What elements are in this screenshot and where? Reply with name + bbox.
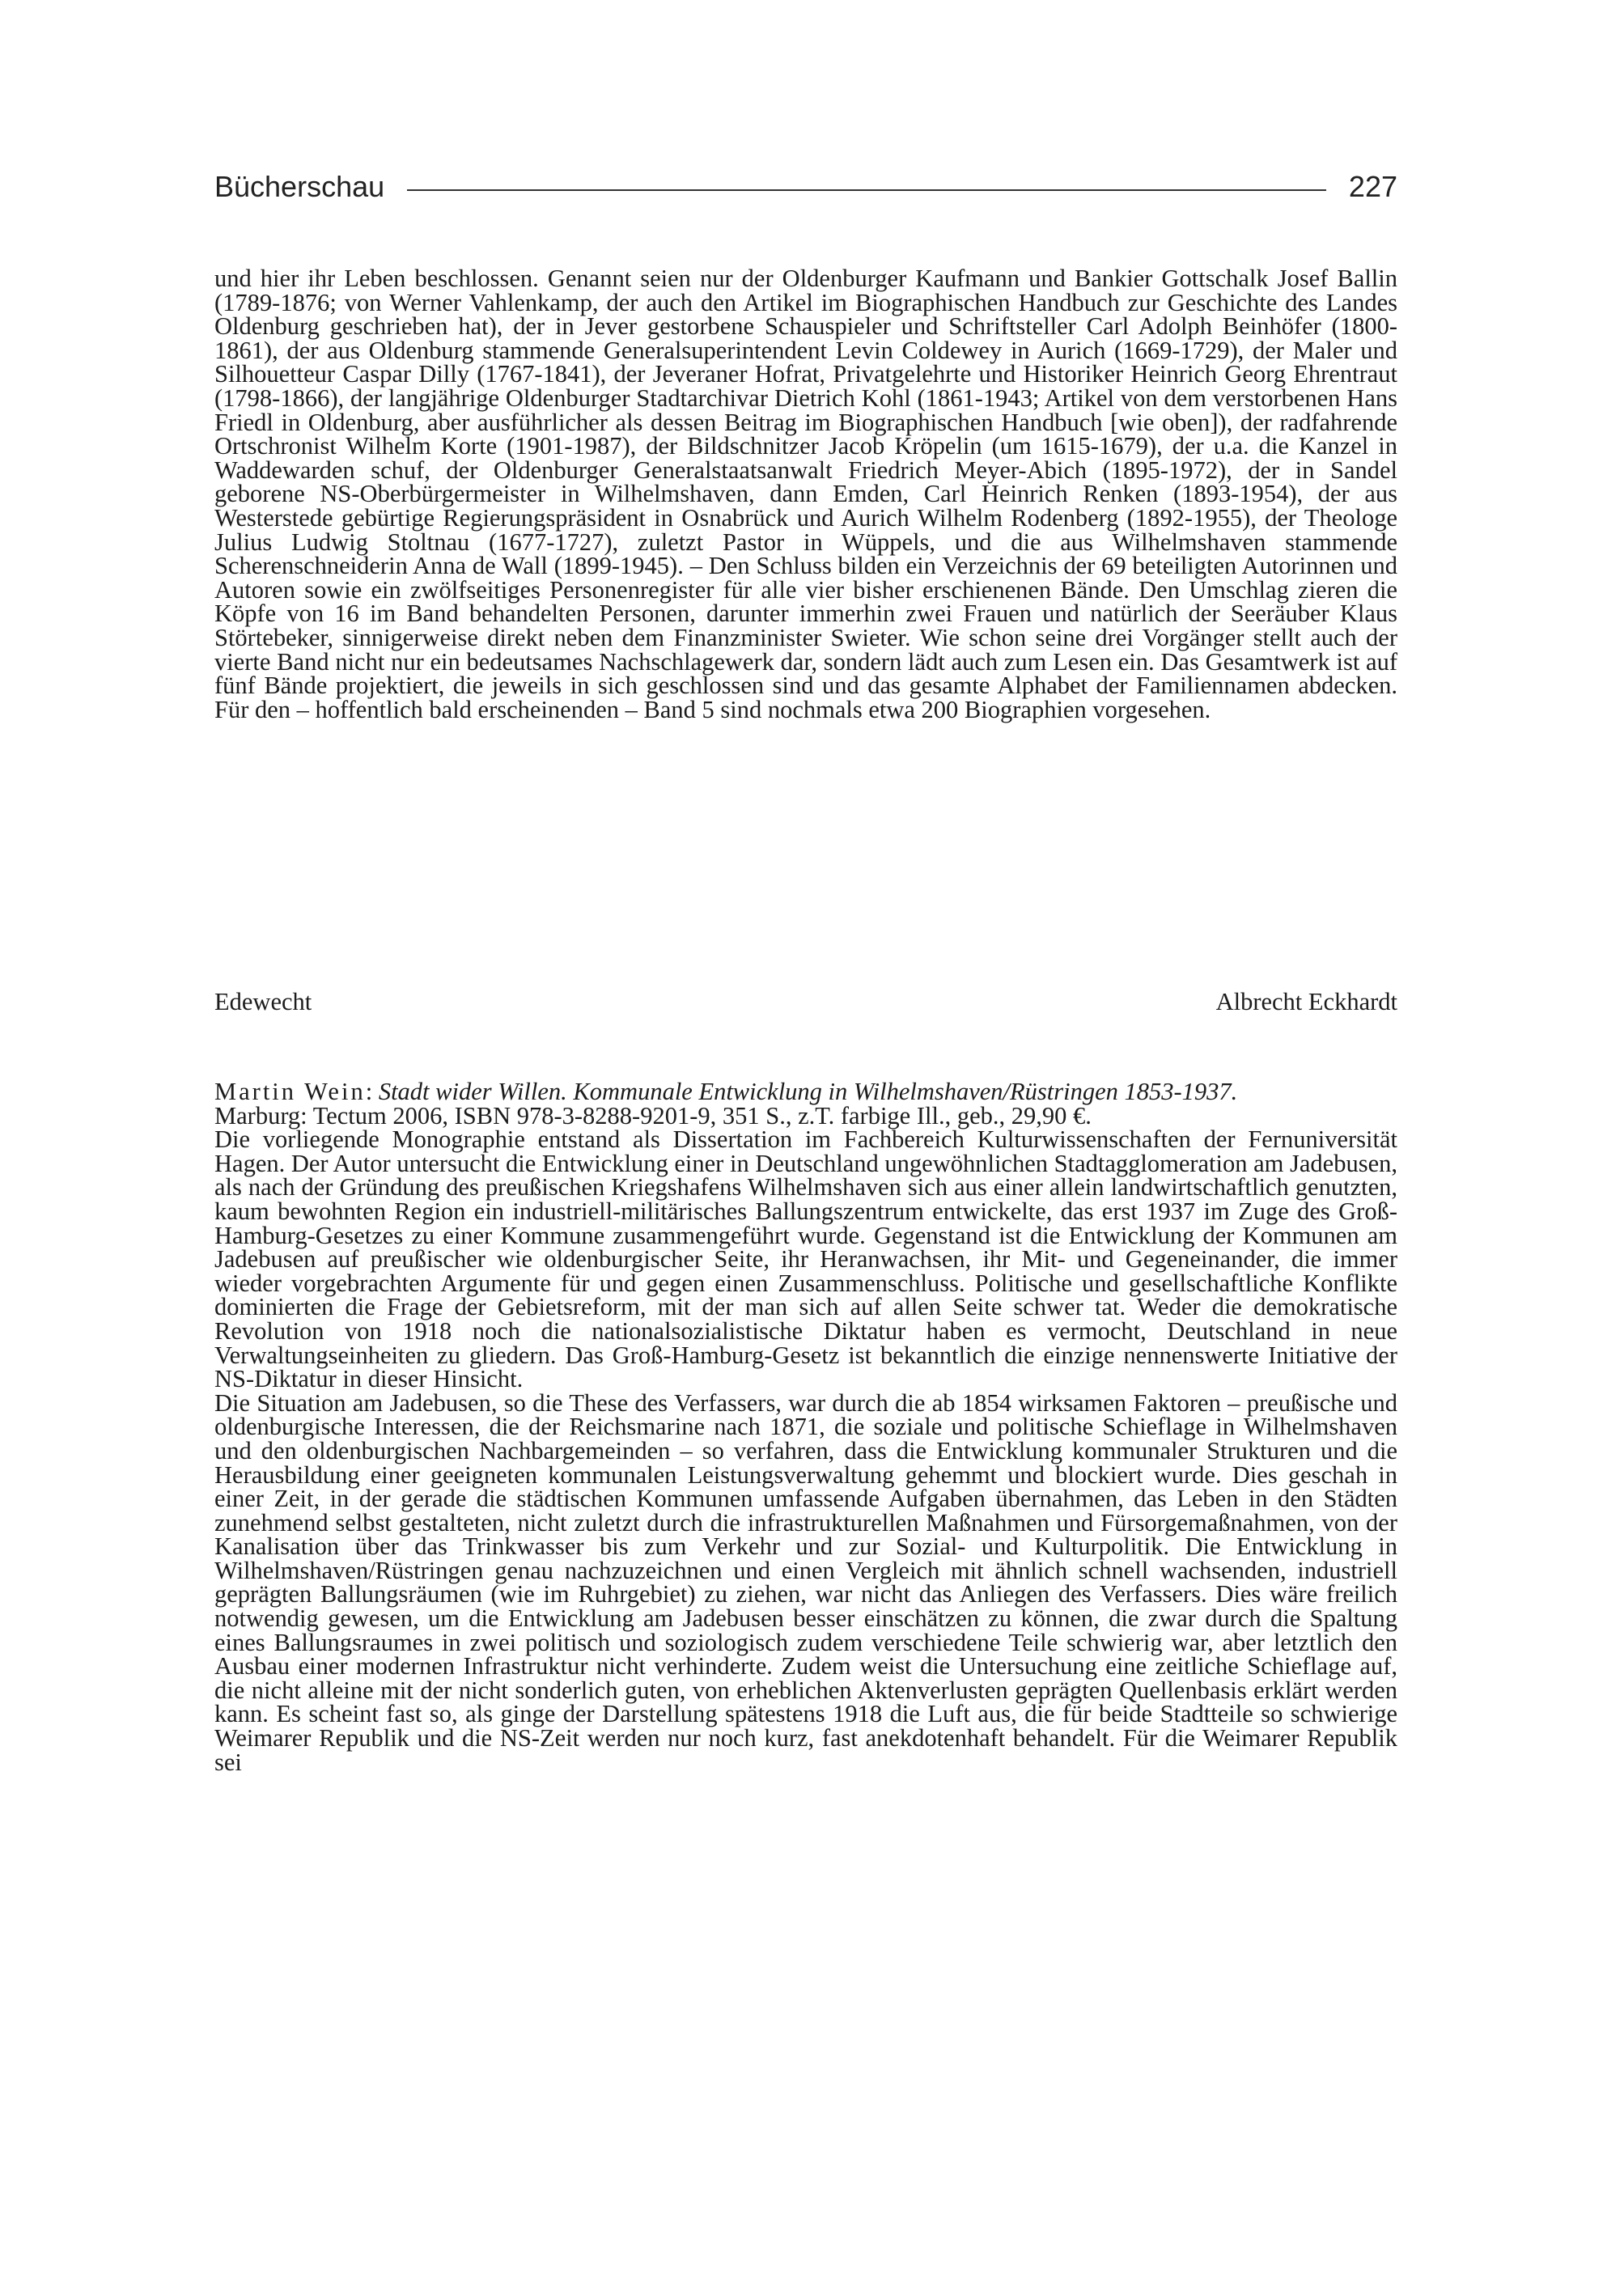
review1-body: und hier ihr Leben beschlossen. Genannt seien nur der Oldenburger Kaufmann und Bankier Gottschalk Josef Ballin (1789-1876; von Werner Vahlenkamp, der auch den Artikel im Biographischen Handbuch zur Geschichte des Landes Oldenburg geschrieben hat), der in Jever gestorbene Schauspieler und Schriftsteller Carl Adolph Beinhöfer (1800-1861), der aus Oldenburg stammende Generalsuperintendent Levin Coldewey in Aurich (1669-1729), der Maler und Silhouetteur Caspar Dilly (1767-1841), der Jeveraner Hofrat, Privatgelehrte und Historiker Heinrich Georg Ehrentraut (1798-1866), der langjährige Oldenburger Stadtarchivar Dietrich Kohl (1861-1943; Artikel von dem verstorbenen Hans Friedl in Oldenburg, aber ausführlicher als dessen Beitrag im Biographischen Handbuch [wie oben]), der radfahrende Ortschronist Wilhelm Korte (1901-1987), der Bildschnitzer Jacob Kröpelin (um 1615-1679), der u.a. die Kanzel in Waddewarden schuf, der Oldenburger Generalstaatsanwalt Friedrich Meyer-Abich (1895-1972), der in Sandel geborene NS-Oberbürgermeister in Wilhelmshaven, dann Emden, Carl Heinrich Renken (1893-1954), der aus Westerstede gebürtige Regierungspräsident in Osnabrück und Aurich Wilhelm Rodenberg (1892-1955), der Theologe Julius Ludwig Stoltnau (1677-1727), zuletzt Pastor in Wüppels, und die aus Wilhelmshaven stammende Scherenschneiderin Anna de Wall (1899-1945). – Den Schluss bilden ein Verzeichnis der 69 beteiligten Autorinnen und Autoren sowie ein zwölfseitiges Personenregister für alle vier bisher erschienenen Bände. Den Umschlag zieren die Köpfe von 16 im Band behandelten Personen, darunter immerhin zwei Frauen und natürlich der Seeräuber Klaus Störtebeker, sinnigerweise direkt neben dem Finanzminister Swieter. Wie schon seine drei Vorgänger stellt auch der vierte Band nicht nur ein bedeutsames Nachschlagewerk dar, sondern lädt auch zum Lesen ein. Das Gesamtwerk ist auf fünf Bände projektiert, die jeweils in sich geschlossen sind und das gesamte Alphabet der Familiennamen abdecken. Für den – hoffentlich bald erscheinenden – Band 5 sind nochmals etwa 200 Biographien vorgesehen. bbox=[214, 265, 1397, 723]
page-number: 227 bbox=[1348, 170, 1397, 203]
header-rule bbox=[407, 189, 1326, 191]
review1-signature bbox=[214, 990, 1397, 1014]
review2-paragraph-1: Die vorliegende Monographie entstand als Dissertation im Fachbereich Kulturwissenschaften der Fernuniversität Hagen. Der Autor untersucht die Entwicklung einer in Deutschland ungewöhnlichen Stadtagglomeration am Jadebusen, als nach der Gründung des preußischen Kriegshafens Wilhelmshaven sich aus einer allein landwirtschaftlich genutzten, kaum bewohnten Region ein industriell-militärisches Ballungszentrum entwickelte, das erst 1937 im Zuge des Groß-Hamburg-Gesetzes zu einer Kommune zusammengeführt wurde. Gegenstand ist die Entwicklung der Kommunen am Jadebusen auf preußischer wie oldenburgischer Seite, ihr Heranwachsen, ihr Mit- und Gegeneinander, die immer wieder vorgebrachten Argumente für und gegen einen Zusammenschluss. Politische und gesellschaftliche Konflikte dominierten die Frage der Gebietsreform, mit der man sich auf allen Seite schwer tat. Weder die demokratische Revolution von 1918 noch die nationalsozialistische Diktatur haben es vermocht, Deutschland in neue Verwaltungseinheiten zu gliedern. Das Groß-Hamburg-Gesetz ist bekanntlich die einzige nennenswerte Initiative der NS-Diktatur in dieser Hinsicht. bbox=[214, 1125, 1397, 1393]
review2-publication: Marburg: Tectum 2006, ISBN 978-3-8288-9201-9, 351 S., z.T. farbige Ill., geb., 29,90 €. bbox=[214, 1101, 1092, 1130]
review1-reviewer: Albrecht Eckhardt bbox=[1215, 988, 1397, 1015]
review2-paragraph-2: Die Situation am Jadebusen, so die These des Verfassers, war durch die ab 1854 wirksamen Faktoren – preußische und oldenburgische Interessen, die der Reichsmarine nach 1871, die soziale und politische Schieflage in Wilhelmshaven und den oldenburgischen Nachbargemeinden – so verfahren, dass die Entwicklung kommunaler Strukturen und die Herausbildung einer geeigneten kommunalen Leistungsverwaltung gehemmt und blockiert wurde. Dies geschah in einer Zeit, in der gerade die städtischen Kommunen umfassende Aufgaben übernahmen, das Leben in den Städten zunehmend selbst gestalteten, nicht zuletzt durch die infrastrukturellen Maßnahmen und Fürsorgemaßnahmen, von der Kanalisation über das Trinkwasser bis zum Verkehr und zur Sozial- und Kulturpolitik. Die Entwicklung in Wilhelmshaven/Rüstringen genau nachzuzeichnen und einen Vergleich mit ähnlich schnell wachsenden, industriell geprägten Ballungsräumen (wie im Ruhrgebiet) zu ziehen, war nicht das Anliegen des Verfassers. Dies wäre freilich notwendig gewesen, um die Entwicklung am Jadebusen besser einschätzen zu können, die zwar durch die Spaltung eines Ballungsraumes in zwei politisch und soziologisch zudem verschiedene Teile schwierig war, aber letztlich den Ausbau einer modernen Infrastruktur nicht verhinderte. Zudem weist die Untersuchung eine zeitliche Schieflage auf, die nicht alleine mit der nicht sonderlich guten, von erheblichen Aktenverlusten geprägten Quellenbasis erklärt werden kann. Es scheint fast so, als ginge der Darstellung spätestens 1918 die Luft aus, die für beide Stadtteile so schwierige Weimarer Republik und die NS-Zeit werden nur noch kurz, fast anekdotenhaft behandelt. Für die Weimarer Republik sei bbox=[214, 1388, 1397, 1776]
review2-author: Martin Wein bbox=[214, 1078, 366, 1105]
review1-place: Edewecht bbox=[214, 988, 312, 1015]
review2 bbox=[214, 1080, 1397, 1774]
review2-author-sep: : bbox=[365, 1078, 379, 1105]
review2-book-title: Stadt wider Willen. Kommunale Entwicklung in Wilhelmshaven/Rüstringen 1853-1937. bbox=[378, 1078, 1238, 1105]
section-title: Bücherschau bbox=[214, 170, 385, 203]
running-header bbox=[214, 163, 1397, 211]
review2-citation bbox=[214, 1080, 1397, 1104]
